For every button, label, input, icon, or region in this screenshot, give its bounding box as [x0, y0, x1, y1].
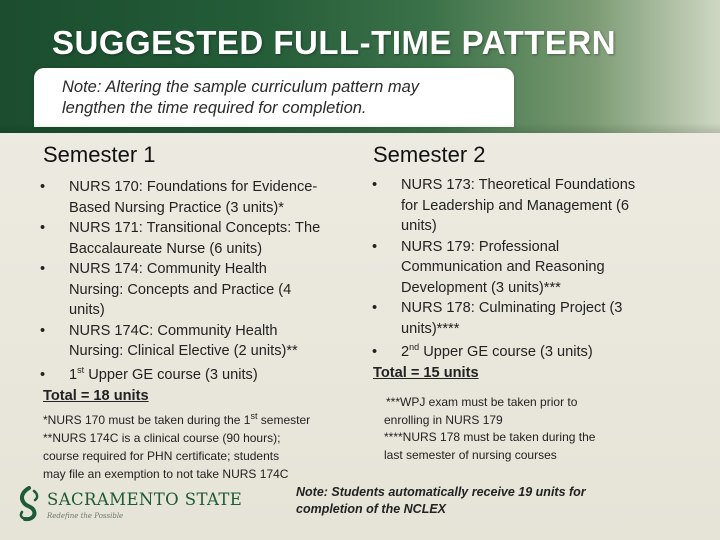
bullet-icon: •	[40, 322, 46, 339]
nclex-note: Note: Students automatically receive 19 units for completion of the NCLEX	[296, 485, 586, 516]
list-item	[40, 365, 350, 386]
bullet-icon: •	[40, 366, 46, 383]
semester-1-heading: Semester 1	[43, 142, 156, 167]
bullet-icon: •	[372, 238, 378, 255]
bullet-icon: •	[40, 220, 46, 236]
sacramento-state-logo	[16, 486, 243, 526]
note-line-2: lengthen the time required for completion.	[62, 99, 367, 117]
semester-2-course-list	[372, 175, 672, 363]
list-item: • NURS 174C: Community Health Nursing: Clinical Elective (2 units)**	[40, 322, 298, 359]
list-item	[372, 342, 672, 363]
list-item: • NURS 173: Theoretical Foundations for Leadership and Management (6 units)	[372, 177, 636, 234]
ge-course: 2nd Upper GE course (3 units)	[401, 342, 593, 360]
page-title: SUGGESTED FULL-TIME PATTERN	[52, 24, 617, 61]
ge-course: 1st Upper GE course (3 units)	[69, 364, 258, 383]
logo-name: SACRAMENTO STATE	[47, 490, 243, 509]
semester-2-heading: Semester 2	[373, 142, 486, 167]
semester-1-course-list	[40, 177, 350, 385]
footnotes-right: ***WPJ exam must be taken prior to enrolling in NURS 179 ****NURS 178 must be taken during the last semester of nursing courses	[384, 395, 596, 462]
header-banner	[0, 0, 720, 133]
note-line-1: Note: Altering the sample curriculum pattern may	[62, 78, 420, 96]
semester-2-total: Total = 15 units	[373, 365, 479, 381]
bullet-icon: •	[40, 261, 46, 277]
list-item: • NURS 170: Foundations for Evidence- Based Nursing Practice (3 units)*	[40, 179, 318, 216]
bullet-icon: •	[372, 177, 378, 193]
hornet-logo-icon	[16, 486, 42, 522]
logo-tagline: Redefine the Possible	[47, 512, 124, 520]
list-item: • NURS 179: Professional Communication and Reasoning Development (3 units)***	[372, 238, 605, 296]
list-item: • NURS 171: Transitional Concepts: The Baccalaureate Nurse (6 units)	[40, 220, 321, 257]
list-item: • NURS 178: Culminating Project (3 units)****	[372, 300, 623, 337]
footnotes-left: *NURS 170 must be taken during the 1st semester **NURS 174C is a clinical course (90 hours); course required for PHN certificate; students may file an exemption to not take NURS 174C	[43, 411, 311, 481]
semester-1-total: Total = 18 units	[43, 388, 149, 404]
completion-note	[62, 77, 502, 119]
bullet-icon: •	[372, 344, 378, 360]
bullet-icon: •	[40, 179, 46, 195]
bullet-icon: •	[372, 300, 378, 316]
list-item: • NURS 174: Community Health Nursing: Concepts and Practice (4 units)	[40, 261, 292, 318]
